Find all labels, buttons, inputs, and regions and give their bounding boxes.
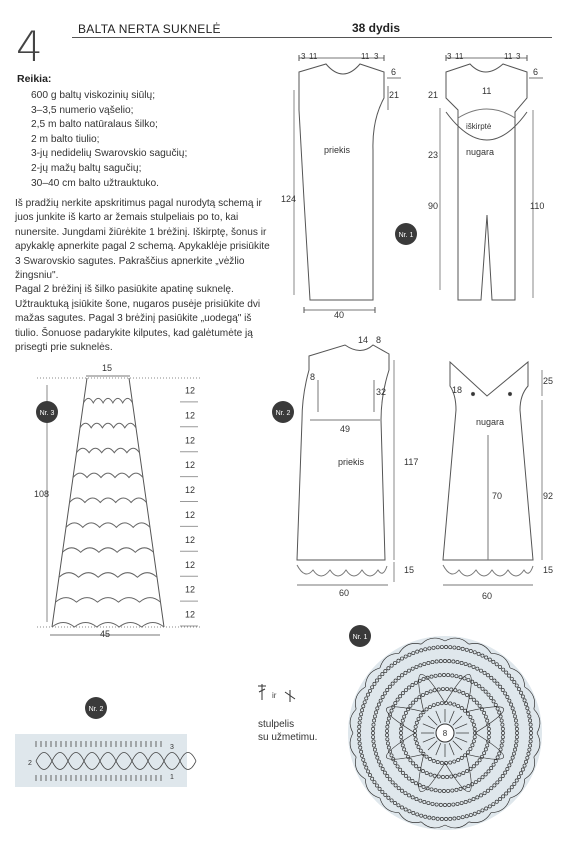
badge-drawing3-label: Nr. 3 bbox=[39, 410, 55, 417]
materials-item: 600 g baltų viskozinių siūlų; bbox=[31, 90, 156, 101]
d2f-hem: 15 bbox=[404, 565, 415, 575]
drawing3-tier-label: 12 bbox=[185, 385, 196, 396]
drawing1-back bbox=[440, 55, 543, 300]
d1b-top-1: 11 bbox=[455, 52, 464, 61]
materials-item: 2-jų mažų baltų sagučių; bbox=[31, 162, 142, 174]
d1b-armhole: 23 bbox=[428, 150, 439, 160]
d2f-left-armhole: 8 bbox=[310, 372, 316, 382]
materials-item: 2 m balto tiulio; bbox=[31, 133, 100, 145]
drawing3-tier bbox=[52, 623, 164, 628]
pattern-size: 38 dydis bbox=[352, 21, 401, 35]
d1f-length: 124 bbox=[281, 194, 297, 204]
d1f-top-0: 3 bbox=[301, 52, 306, 61]
legend-ir: ir bbox=[272, 691, 277, 700]
pattern-number: 4 bbox=[16, 22, 43, 71]
drawing2-back bbox=[443, 362, 542, 585]
stitch-symbol-icon bbox=[258, 684, 295, 702]
drawing3-tail bbox=[37, 376, 200, 635]
d2f-neck-top: 14 bbox=[358, 335, 369, 345]
drawing3-tier-labels bbox=[185, 385, 195, 619]
drawing3-tier-label: 12 bbox=[185, 410, 196, 421]
drawing3-tier bbox=[66, 523, 150, 528]
materials-item: 3-jų nedidelių Swarovskio sagučių; bbox=[31, 148, 188, 160]
scheme2-row-bottom: 1 bbox=[170, 774, 174, 781]
d1b-top-2: 11 bbox=[504, 52, 513, 61]
drawing3-tier bbox=[56, 598, 161, 603]
d1b-neck: 11 bbox=[482, 86, 492, 96]
drawing3-tier bbox=[77, 448, 140, 453]
drawing3-tier-label: 12 bbox=[185, 534, 196, 545]
scheme2-side: 2 bbox=[28, 760, 32, 767]
drawing3-tier-label: 12 bbox=[185, 609, 196, 620]
d1b-right-top: 6 bbox=[533, 67, 539, 77]
d2b-bottom: 60 bbox=[482, 591, 493, 601]
scheme1-center: 8 bbox=[442, 729, 448, 738]
badge-scheme1-label: Nr. 1 bbox=[352, 634, 368, 641]
d2f-width: 49 bbox=[340, 424, 351, 434]
d1f-right-top: 6 bbox=[391, 67, 397, 77]
drawing3-tier-label: 12 bbox=[185, 485, 196, 496]
d2b-v: 18 bbox=[452, 385, 463, 395]
d3-length: 108 bbox=[34, 489, 50, 499]
pattern-title: BALTA NERTA SUKNELĖ bbox=[78, 22, 221, 36]
legend-line-1: stulpelis bbox=[258, 719, 295, 730]
drawing3-tier-label: 12 bbox=[185, 460, 196, 471]
d2f-bottom: 60 bbox=[339, 588, 350, 598]
d2f-armhole: 32 bbox=[376, 387, 387, 397]
legend-line-2: su užmetimu. bbox=[258, 732, 318, 743]
d2b-length: 92 bbox=[543, 491, 554, 501]
d1f-top-3: 3 bbox=[374, 52, 379, 61]
badge-drawing2-label: Nr. 2 bbox=[275, 410, 291, 417]
d1b-split: 90 bbox=[428, 201, 439, 211]
d3-bottom: 45 bbox=[100, 629, 111, 639]
d2b-inner: 70 bbox=[492, 491, 503, 501]
badge-scheme2-label: Nr. 2 bbox=[88, 706, 104, 713]
d1f-top-2: 11 bbox=[361, 52, 370, 61]
drawing3-tier bbox=[59, 573, 157, 578]
d2f-neck-side: 8 bbox=[376, 335, 382, 345]
instructions-paragraph-2: Pagal 2 brėžinį iš šilko pasiūkite apatinę suknelę. Užtrauktuką įsiūkite šone, nugaros pusėje prisiūkite dvi mažas sagutes. Pagal 3 brėžinį pasiūkite „uodegą" iš tiulio. Šonuose padarykite kilputes, kad galėtumėte ją prisegti prie suknelės. bbox=[15, 284, 261, 354]
d2f-length: 117 bbox=[404, 457, 419, 467]
badge-drawing1-label: Nr. 1 bbox=[398, 232, 414, 239]
d3-top: 15 bbox=[102, 363, 113, 373]
materials-item: 3–3,5 numerio vąšelio; bbox=[31, 104, 134, 116]
legend-text bbox=[258, 718, 317, 744]
drawing3-tier-label: 12 bbox=[185, 559, 196, 570]
d1b-neckline: iškirptė bbox=[466, 122, 492, 131]
d1f-top-1: 11 bbox=[309, 52, 318, 61]
d2b-hem: 15 bbox=[543, 565, 554, 575]
materials-item: 30–40 cm balto užtrauktuko. bbox=[31, 177, 159, 189]
drawing3-tier bbox=[80, 423, 136, 428]
instructions-paragraph-1: Iš pradžių nerkite apskritimus pagal nurodytą schemą ir juos junkite iš karto ar žemais stulpeliais po to, kai nunersite. Jungdami žiūrėkite 1 brėžinį. Iškirptę, šonus ir apykaklę apnerkite pagal 2 schemą. Apykaklėje prisiūkite 3 Swarovskio sagutes. Pakraščius apnerkite „vėžlio žingsniu". bbox=[15, 198, 270, 282]
d1f-label: priekis bbox=[324, 145, 351, 155]
drawing3-outline bbox=[52, 378, 164, 627]
drawing3-tier-label: 12 bbox=[185, 584, 196, 595]
d1b-top-0: 3 bbox=[447, 52, 452, 61]
drawing3-tier bbox=[63, 548, 154, 553]
d1b-length: 110 bbox=[530, 201, 545, 211]
drawing3-tier bbox=[84, 398, 133, 403]
drawing3-tier bbox=[70, 498, 147, 503]
d1b-top: 21 bbox=[428, 90, 439, 100]
d2f-label: priekis bbox=[338, 457, 365, 467]
d2b-top: 25 bbox=[543, 376, 554, 386]
materials-item: 2,5 m balto natūralaus šilko; bbox=[31, 119, 158, 131]
d2b-label: nugara bbox=[476, 417, 505, 427]
drawing1-front bbox=[294, 55, 401, 313]
d1f-bottom: 40 bbox=[334, 310, 345, 320]
d1f-shoulder: 21 bbox=[389, 90, 400, 100]
drawing3-tier bbox=[73, 473, 143, 478]
scheme2-row-top: 3 bbox=[170, 744, 174, 751]
materials-heading: Reikia: bbox=[17, 73, 52, 85]
d1b-top-3: 3 bbox=[516, 52, 521, 61]
drawing3-tier-label: 12 bbox=[185, 509, 196, 520]
drawing3-tier-label: 12 bbox=[185, 435, 196, 446]
d1b-label: nugara bbox=[466, 147, 495, 157]
